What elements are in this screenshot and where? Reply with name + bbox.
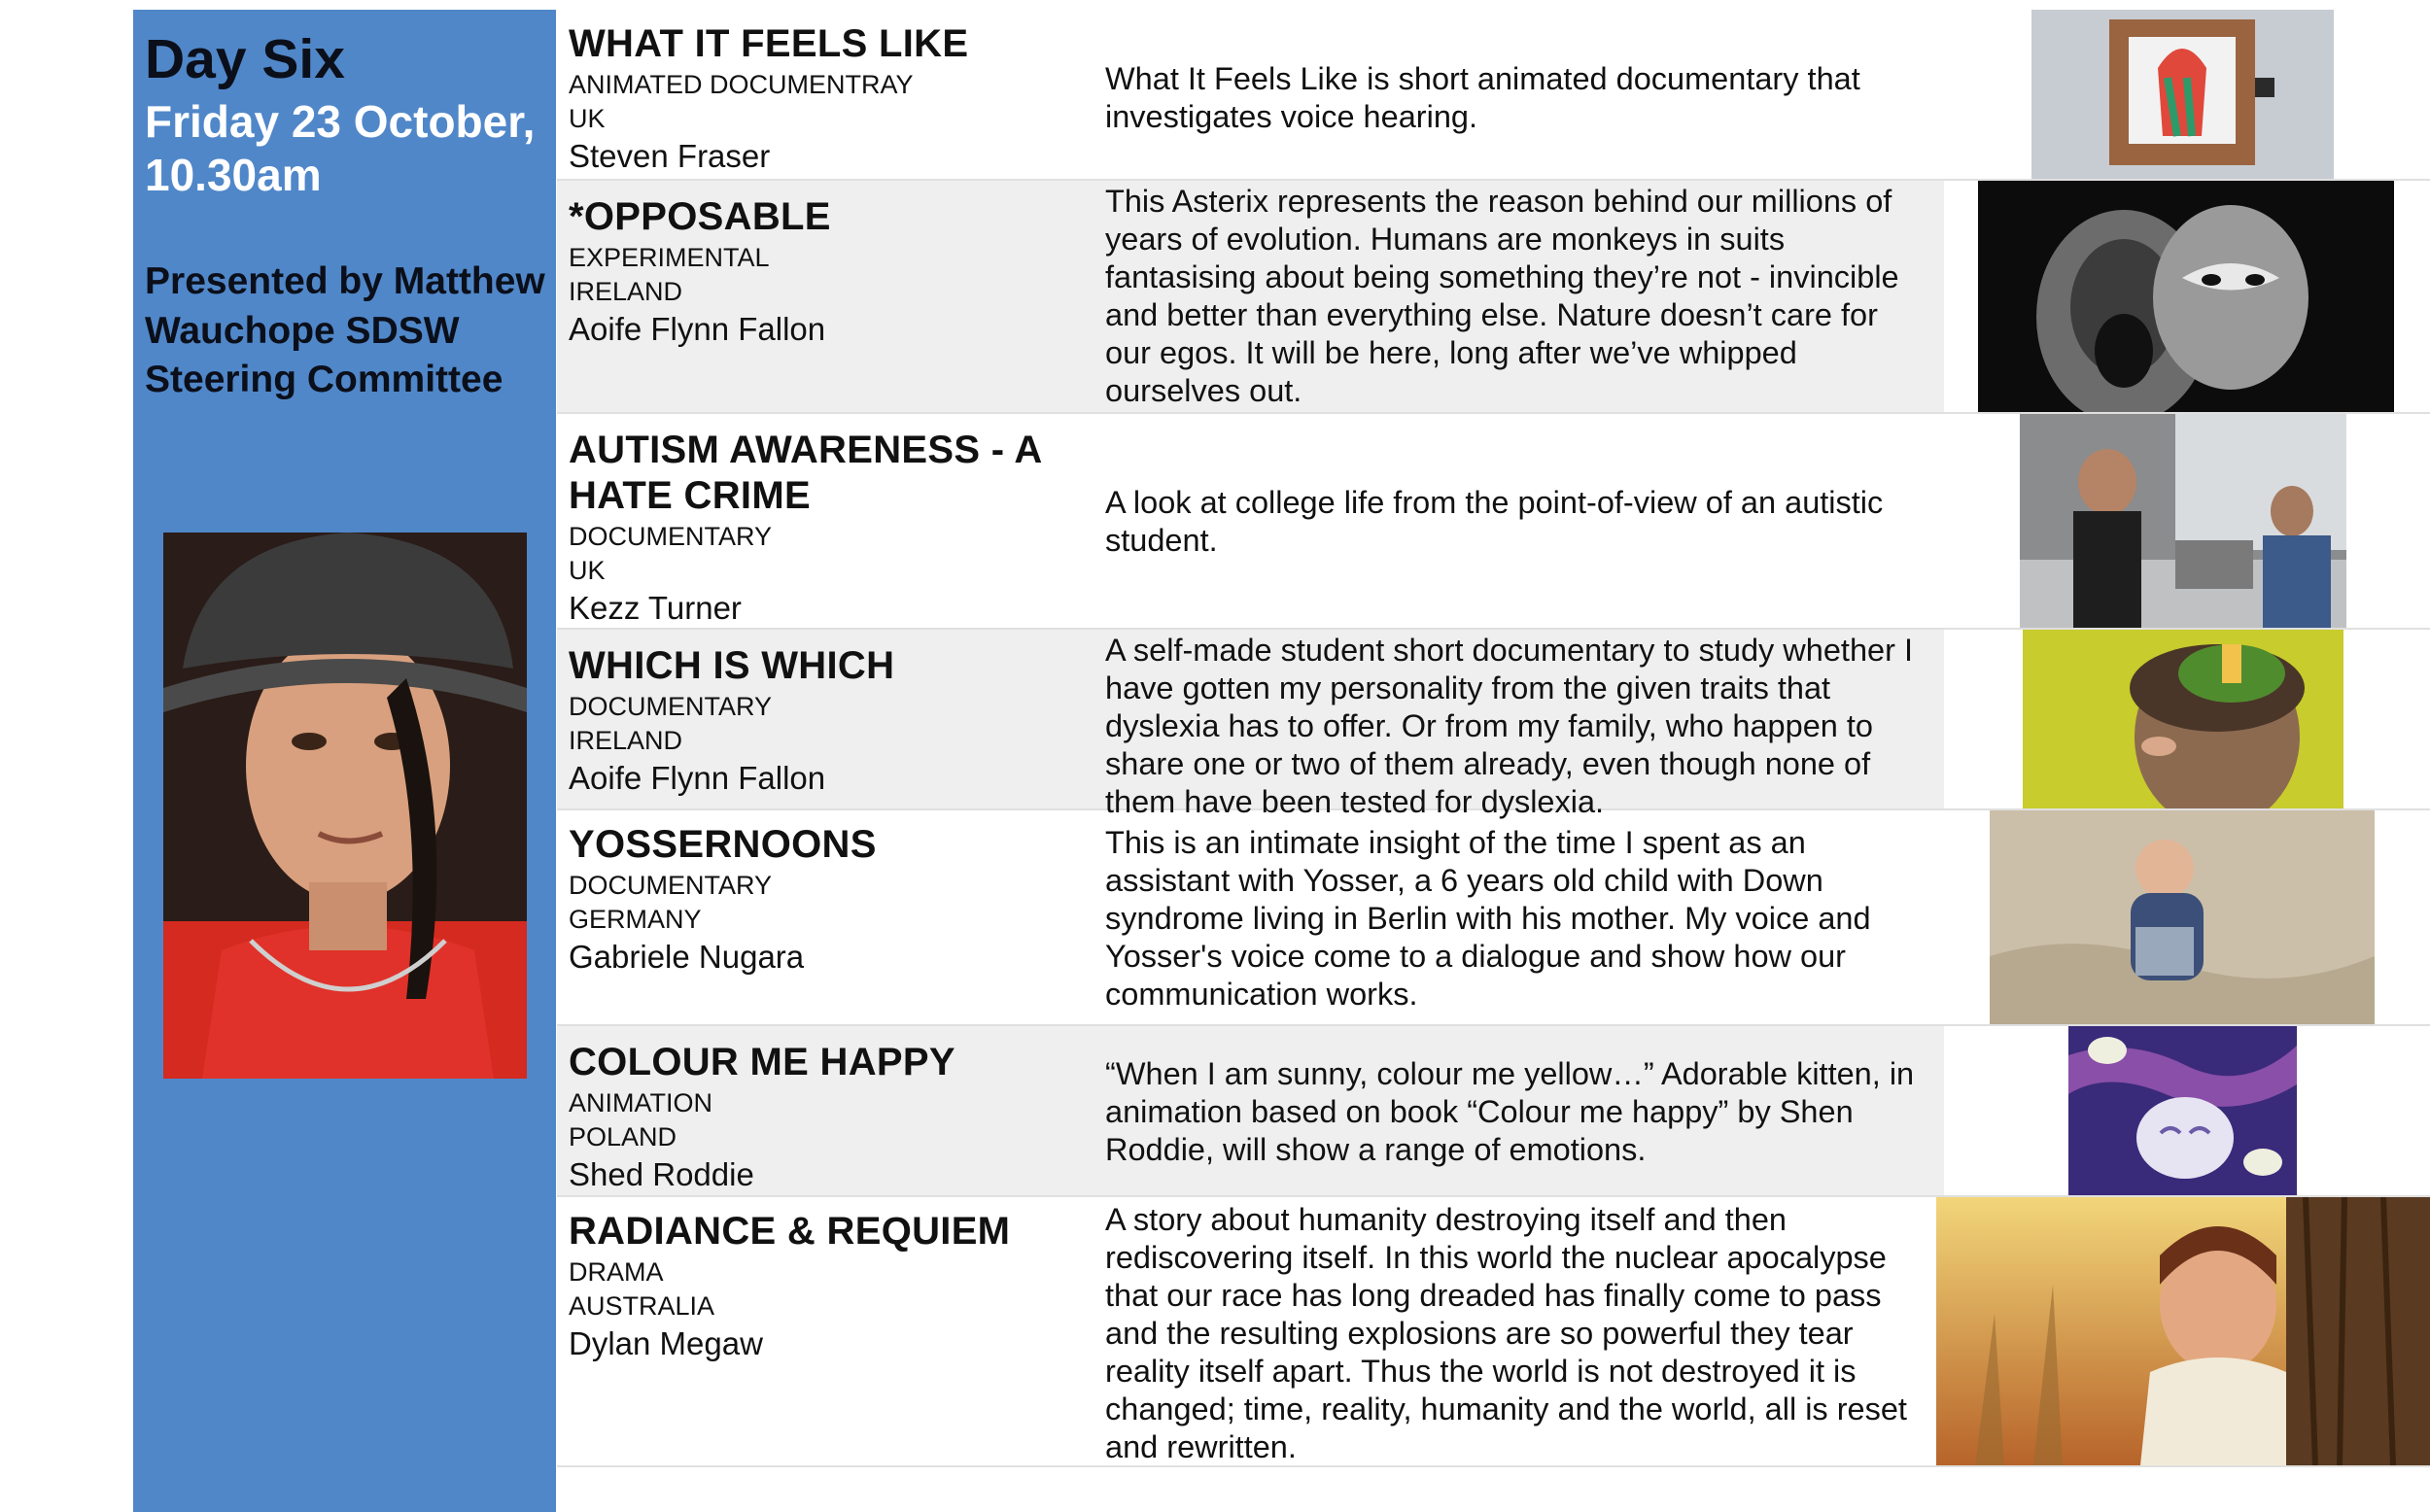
film-still bbox=[2068, 1026, 2297, 1195]
film-description: This Asterix represents the reason behind our millions of years of evolution. Humans are monkeys in suits fantasising about being something they’re not - invincible and better than everything else. Nature doesn’t care for our egos. It will be here, long after we’ve whipped ourselves out. bbox=[1105, 184, 1899, 408]
film-title: WHAT IT FEELS LIKE bbox=[569, 22, 969, 65]
film-country: IRELAND bbox=[569, 726, 683, 756]
film-country: UK bbox=[569, 556, 606, 586]
film-country: POLAND bbox=[569, 1122, 677, 1152]
film-description: A look at college life from the point-of-view of an autistic student. bbox=[1105, 485, 1884, 558]
film-title: COLOUR ME HAPPY bbox=[569, 1041, 955, 1083]
film-description: A self-made student short documentary to study whether I have gotten my personality from the given traits that dyslexia has to offer. Or from my family, who happen to share one or two of them already, even though none of them have been tested for dyslexia. bbox=[1105, 633, 1913, 819]
film-director: Aoife Flynn Fallon bbox=[569, 311, 826, 348]
sidebar bbox=[133, 10, 556, 1512]
presenter-credit: Presented by Matthew Wauchope SDSW Steering Committee bbox=[145, 260, 545, 401]
film-still bbox=[2031, 10, 2334, 179]
film-row bbox=[557, 1197, 2430, 1467]
film-country: GERMANY bbox=[569, 905, 702, 935]
film-director: Gabriele Nugara bbox=[569, 939, 805, 976]
film-still bbox=[1936, 1197, 2430, 1465]
film-title: *OPPOSABLE bbox=[569, 195, 831, 238]
film-title: WHICH IS WHICH bbox=[569, 644, 895, 687]
film-director: Steven Fraser bbox=[569, 138, 771, 175]
presenter-portrait bbox=[163, 533, 527, 1079]
day-heading: Day Six bbox=[145, 28, 345, 90]
film-still bbox=[1978, 181, 2394, 412]
film-category: DOCUMENTARY bbox=[569, 871, 773, 901]
film-title: YOSSERNOONS bbox=[569, 823, 877, 866]
film-category: EXPERIMENTAL bbox=[569, 243, 770, 273]
film-description: “When I am sunny, colour me yellow…” Adorable kitten, in animation based on book “Colour me happy” by Shen Roddie, will show a range of emotions. bbox=[1105, 1056, 1915, 1167]
film-description: A story about humanity destroying itself and then rediscovering itself. In this world the nuclear apocalypse that our race has long dreaded has finally come to pass and the resulting explosions are so powerful they tear reality itself apart. Thus the world is not destroyed it is changed; time, reality, humanity and the world, all is reset and rewritten. bbox=[1105, 1202, 1907, 1464]
film-still bbox=[1990, 810, 2375, 1024]
film-row bbox=[557, 810, 2430, 1026]
film-row bbox=[557, 1026, 2430, 1197]
film-category: DOCUMENTARY bbox=[569, 692, 773, 722]
film-still bbox=[2023, 630, 2343, 808]
film-category: ANIMATION bbox=[569, 1088, 712, 1118]
film-category: ANIMATED DOCUMENTRAY bbox=[569, 70, 914, 100]
film-still bbox=[2020, 414, 2346, 628]
film-row bbox=[557, 181, 2430, 414]
film-director: Dylan Megaw bbox=[569, 1325, 763, 1362]
film-director: Kezz Turner bbox=[569, 590, 742, 627]
film-description: What It Feels Like is short animated documentary that investigates voice hearing. bbox=[1105, 61, 1860, 134]
film-country: IRELAND bbox=[569, 277, 683, 307]
film-title: RADIANCE & REQUIEM bbox=[569, 1210, 1011, 1253]
film-director: Shed Roddie bbox=[569, 1156, 754, 1193]
film-category: DOCUMENTARY bbox=[569, 522, 773, 552]
film-row bbox=[557, 414, 2430, 630]
film-title: AUTISM AWARENESS - A HATE CRIME bbox=[569, 429, 1042, 518]
film-row bbox=[557, 10, 2430, 181]
film-description: This is an intimate insight of the time I spent as an assistant with Yosser, a 6 years old child with Down syndrome living in Berlin with his mother. My voice and Yosser's voice come to a dialogue and show how our communication works. bbox=[1105, 825, 1871, 1012]
film-country: AUSTRALIA bbox=[569, 1291, 715, 1322]
film-category: DRAMA bbox=[569, 1257, 664, 1288]
film-director: Aoife Flynn Fallon bbox=[569, 760, 826, 797]
film-country: UK bbox=[569, 104, 606, 134]
session-date: Friday 23 October, 10.30am bbox=[145, 96, 536, 201]
film-row bbox=[557, 630, 2430, 819]
